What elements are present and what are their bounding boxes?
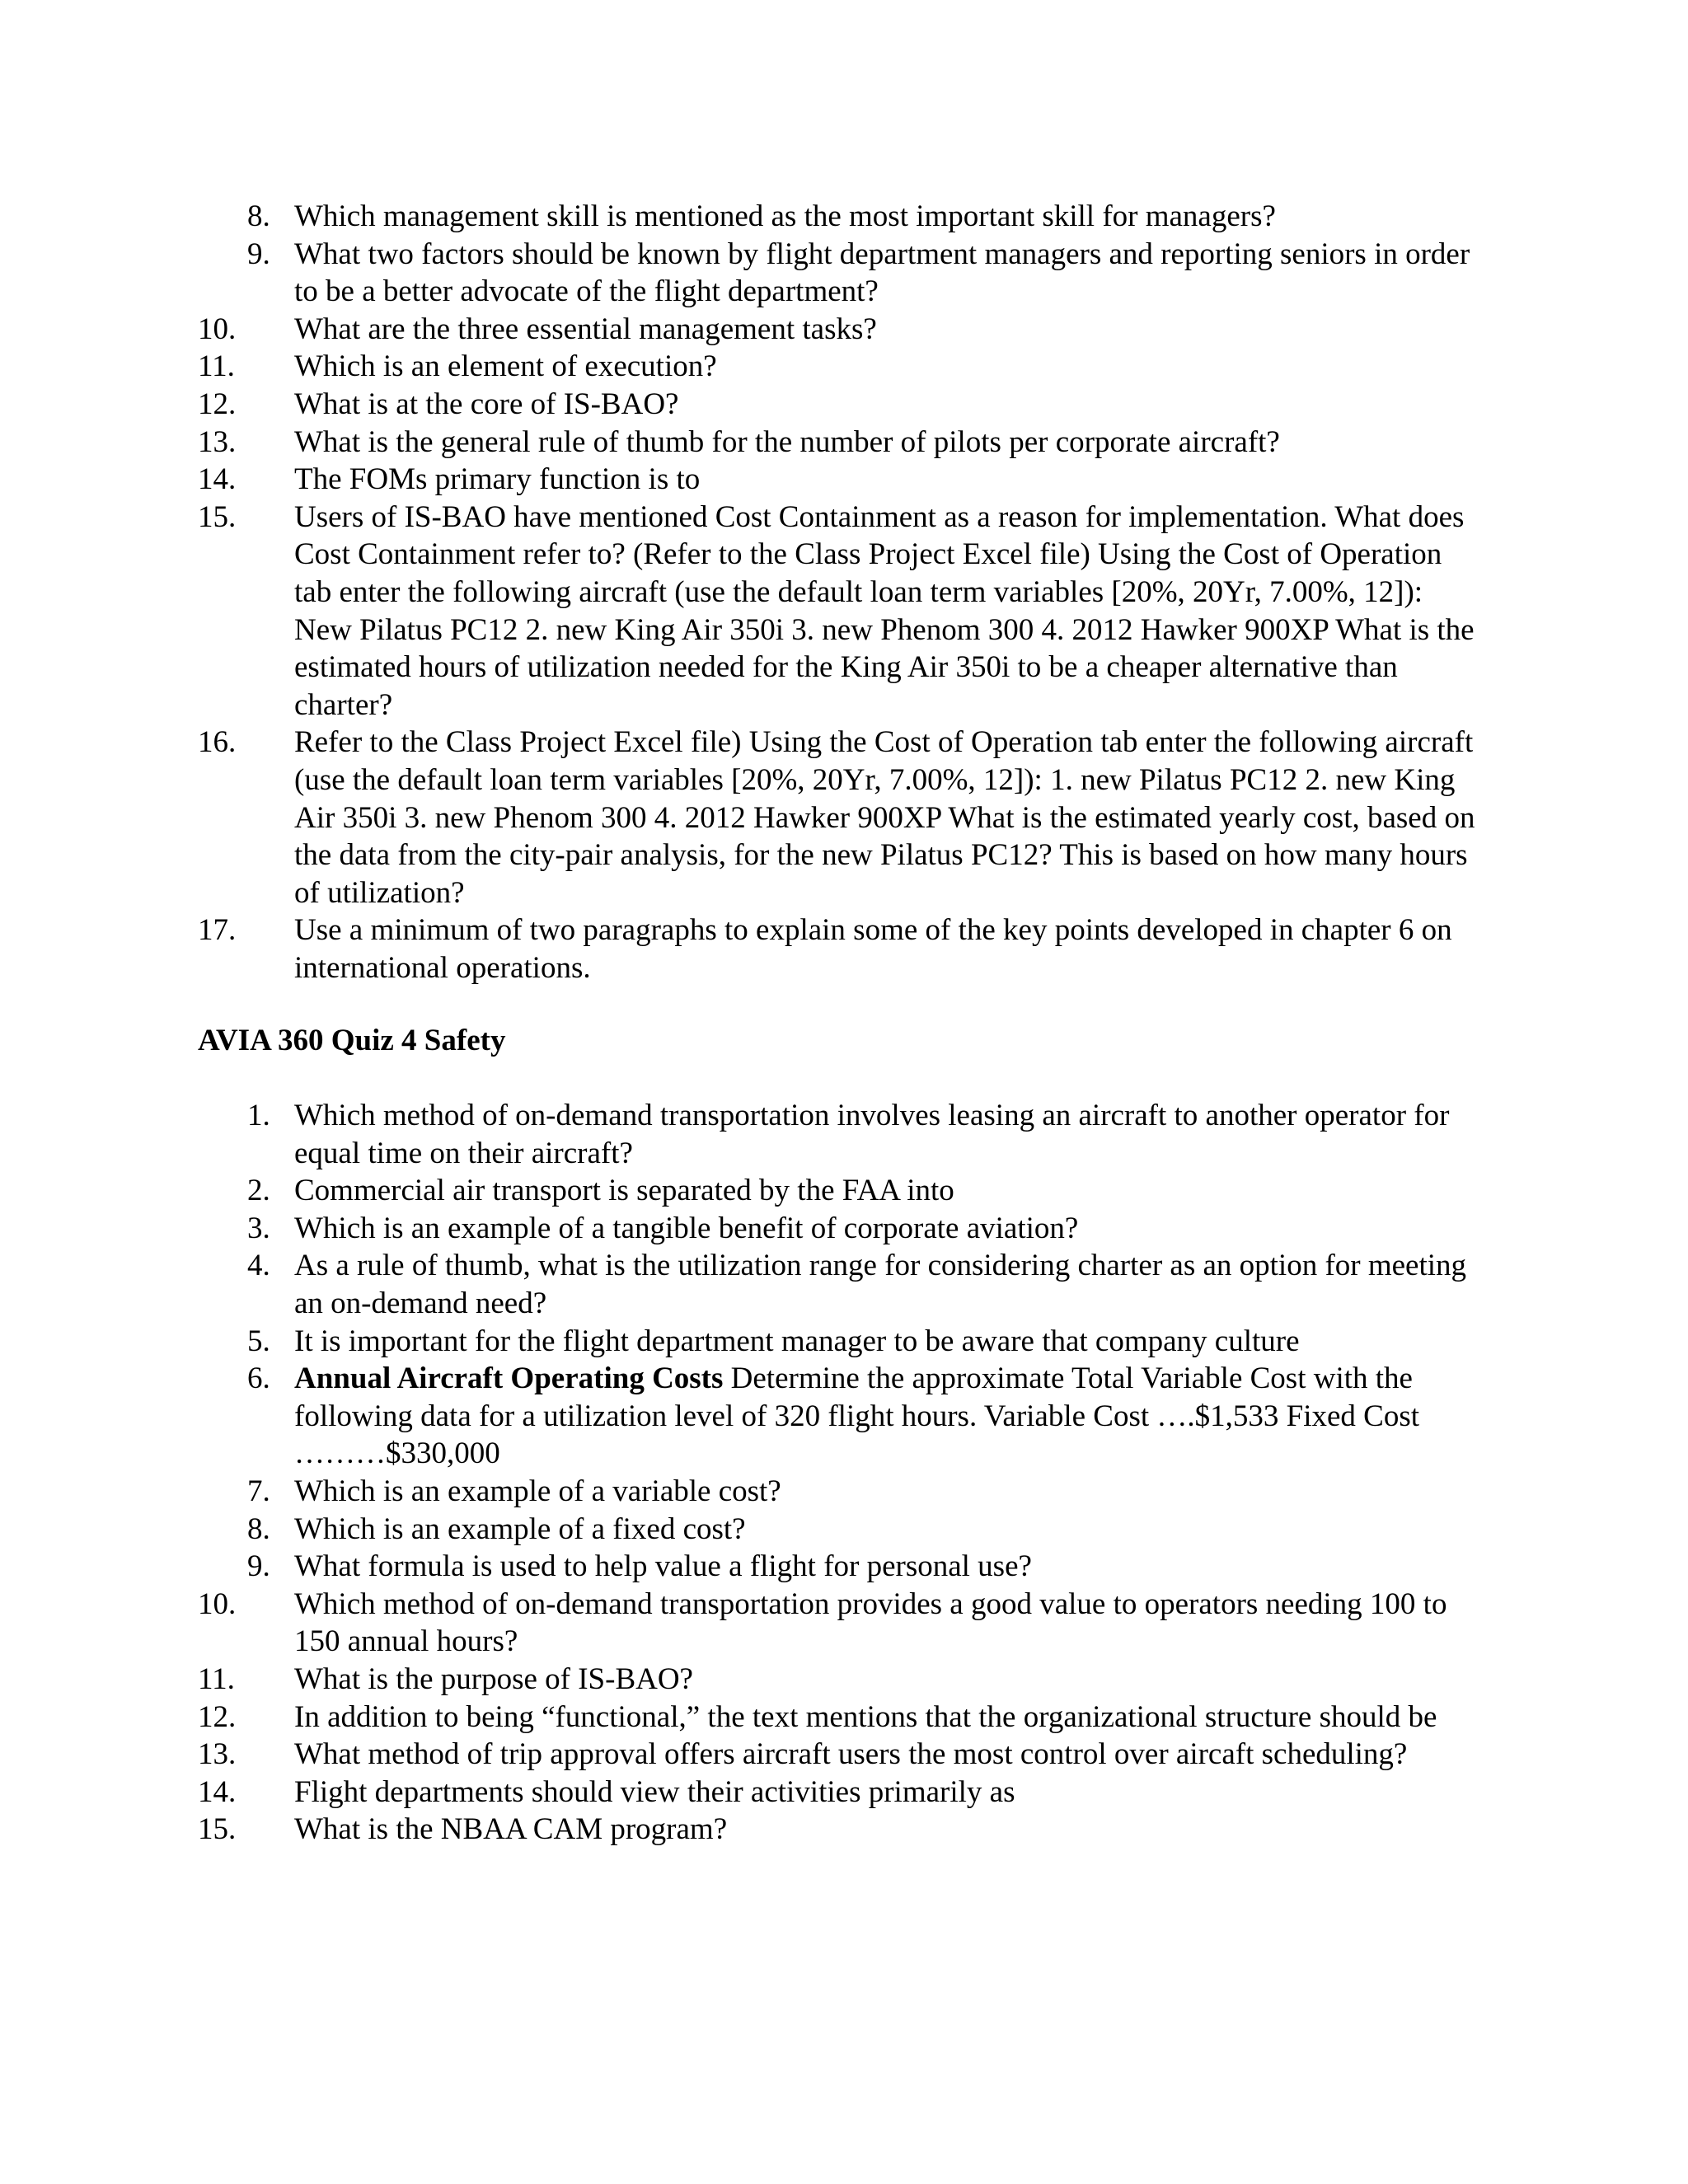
item-text: Which is an example of a variable cost? (294, 1474, 781, 1508)
list-item (0, 1661, 1485, 1699)
item-text: As a rule of thumb, what is the utilization range for considering charter as an option for meeting an on-demand need? (294, 1249, 1467, 1320)
item-number: 5. (247, 1324, 270, 1358)
item-number: 8. (247, 1511, 270, 1546)
list-item (0, 1473, 1485, 1511)
item-text: Which is an element of execution? (294, 349, 717, 384)
item-number: 14. (198, 462, 237, 497)
list-item (0, 499, 1485, 724)
list-item (0, 1511, 1485, 1549)
list-item (0, 461, 1485, 499)
list-item (0, 311, 1485, 349)
item-number: 6. (247, 1361, 270, 1396)
item-number: 2. (247, 1174, 270, 1208)
item-number: 12. (198, 387, 237, 421)
item-number: 9. (247, 1549, 270, 1584)
item-text: The FOMs primary function is to (294, 462, 701, 497)
list-item (0, 1774, 1485, 1811)
item-number: 13. (198, 1737, 237, 1772)
item-text: Which management skill is mentioned as the most important skill for managers? (294, 199, 1276, 233)
item-text: What is the purpose of IS-BAO? (294, 1661, 693, 1696)
item-text: What are the three essential management tasks? (294, 312, 877, 346)
item-number: 4. (247, 1249, 270, 1283)
item-text: Which method of on-demand transportation involves leasing an aircraft to another operator for equal time on their aircraft? (294, 1099, 1450, 1170)
item-number: 14. (198, 1774, 237, 1809)
item-number: 10. (198, 312, 237, 346)
item-number: 13. (198, 424, 237, 459)
item-text: Flight departments should view their activities primarily as (294, 1774, 1015, 1809)
item-text: What two factors should be known by flight department managers and reporting seniors in order to be a better advocate of the flight department? (294, 237, 1470, 309)
item-text: Use a minimum of two paragraphs to explain some of the key points developed in chapter 6 on international operations. (294, 913, 1452, 985)
item-text: What formula is used to help value a flight for personal use? (294, 1549, 1032, 1584)
list-item (0, 1097, 1485, 1172)
list-item (0, 1172, 1485, 1210)
item-text: It is important for the flight department manager to be aware that company culture (294, 1324, 1300, 1358)
item-text: What method of trip approval offers aircraft users the most control over aircaft scheduling? (294, 1737, 1408, 1772)
question-list-continued (0, 198, 1688, 987)
list-item (0, 1548, 1485, 1586)
list-item (0, 1360, 1485, 1473)
item-text: What is the NBAA CAM program? (294, 1812, 728, 1847)
list-item (0, 1323, 1485, 1361)
item-text: Which is an example of a tangible benefit of corporate aviation? (294, 1211, 1079, 1245)
list-item (0, 1247, 1485, 1322)
item-number: 15. (198, 1812, 237, 1847)
item-bold-title: Annual Aircraft Operating Costs (294, 1361, 724, 1396)
item-text: What is at the core of IS-BAO? (294, 387, 679, 421)
item-text: Commercial air transport is separated by the FAA into (294, 1174, 954, 1208)
list-item (0, 1210, 1485, 1248)
item-number: 1. (247, 1099, 270, 1132)
item-text: Which is an example of a fixed cost? (294, 1511, 746, 1546)
item-text: In addition to being “functional,” the text mentions that the organizational structure should be (294, 1699, 1437, 1734)
item-text: Refer to the Class Project Excel file) Using the Cost of Operation tab enter the following aircraft (use the default loan term variables [20%, 20Yr, 7.00%, 12]): 1. new Pilatus PC12 2. new King Air 350i 3. new Phenom 300 4. 2012 Hawker 900XP What is the estimated yearly cost, based on the data from the city-pair analysis, for the new Pilatus PC12? This is based on how many hours of utilization? (294, 725, 1475, 910)
item-number: 16. (198, 725, 237, 760)
item-text: Users of IS-BAO have mentioned Cost Containment as a reason for implementation. What does Cost Containment refer to? (Refer to the Class Project Excel file) Using the Cost of Operation tab enter the following aircraft (use the default loan term variables [20%, 20Yr, 7.00%, 12]): New Pilatus PC12 2. new King Air 350i 3. new Phenom 300 4. 2012 Hawker 900XP What is the estimated hours of utilization needed for the King Air 350i to be a cheaper alternative than charter? (294, 499, 1475, 722)
item-text: What is the general rule of thumb for the number of pilots per corporate aircraft? (294, 424, 1280, 459)
item-number: 11. (198, 349, 235, 384)
list-item (0, 1699, 1485, 1736)
list-item (0, 1736, 1485, 1774)
item-number: 15. (198, 499, 237, 534)
item-number: 12. (198, 1699, 237, 1734)
item-number: 9. (247, 237, 270, 271)
item-number: 17. (198, 913, 237, 948)
item-text: Which method of on-demand transportation provides a good value to operators needing 100 to 150 annual hours? (294, 1586, 1447, 1659)
item-number: 8. (247, 199, 270, 233)
item-number: 11. (198, 1661, 235, 1696)
question-list-quiz4 (0, 1097, 1688, 1849)
list-item (0, 386, 1485, 424)
list-item (0, 1811, 1485, 1849)
item-number: 7. (247, 1474, 270, 1508)
item-number: 3. (247, 1211, 270, 1245)
list-item (0, 724, 1485, 912)
list-item (0, 912, 1485, 987)
list-item (0, 236, 1485, 311)
item-text-rest: Determine the approximate Total Variable Cost with the following data for a utilization level of 320 flight hours. Variable Cost ….$1,533 Fixed Cost ………$330,000 (294, 1361, 1420, 1471)
section-heading: AVIA 360 Quiz 4 Safety (198, 1024, 506, 1057)
list-item (0, 198, 1485, 236)
item-text (294, 1360, 1485, 1473)
list-item (0, 424, 1485, 462)
item-number: 10. (198, 1586, 237, 1621)
list-item (0, 348, 1485, 386)
list-item (0, 1586, 1485, 1661)
